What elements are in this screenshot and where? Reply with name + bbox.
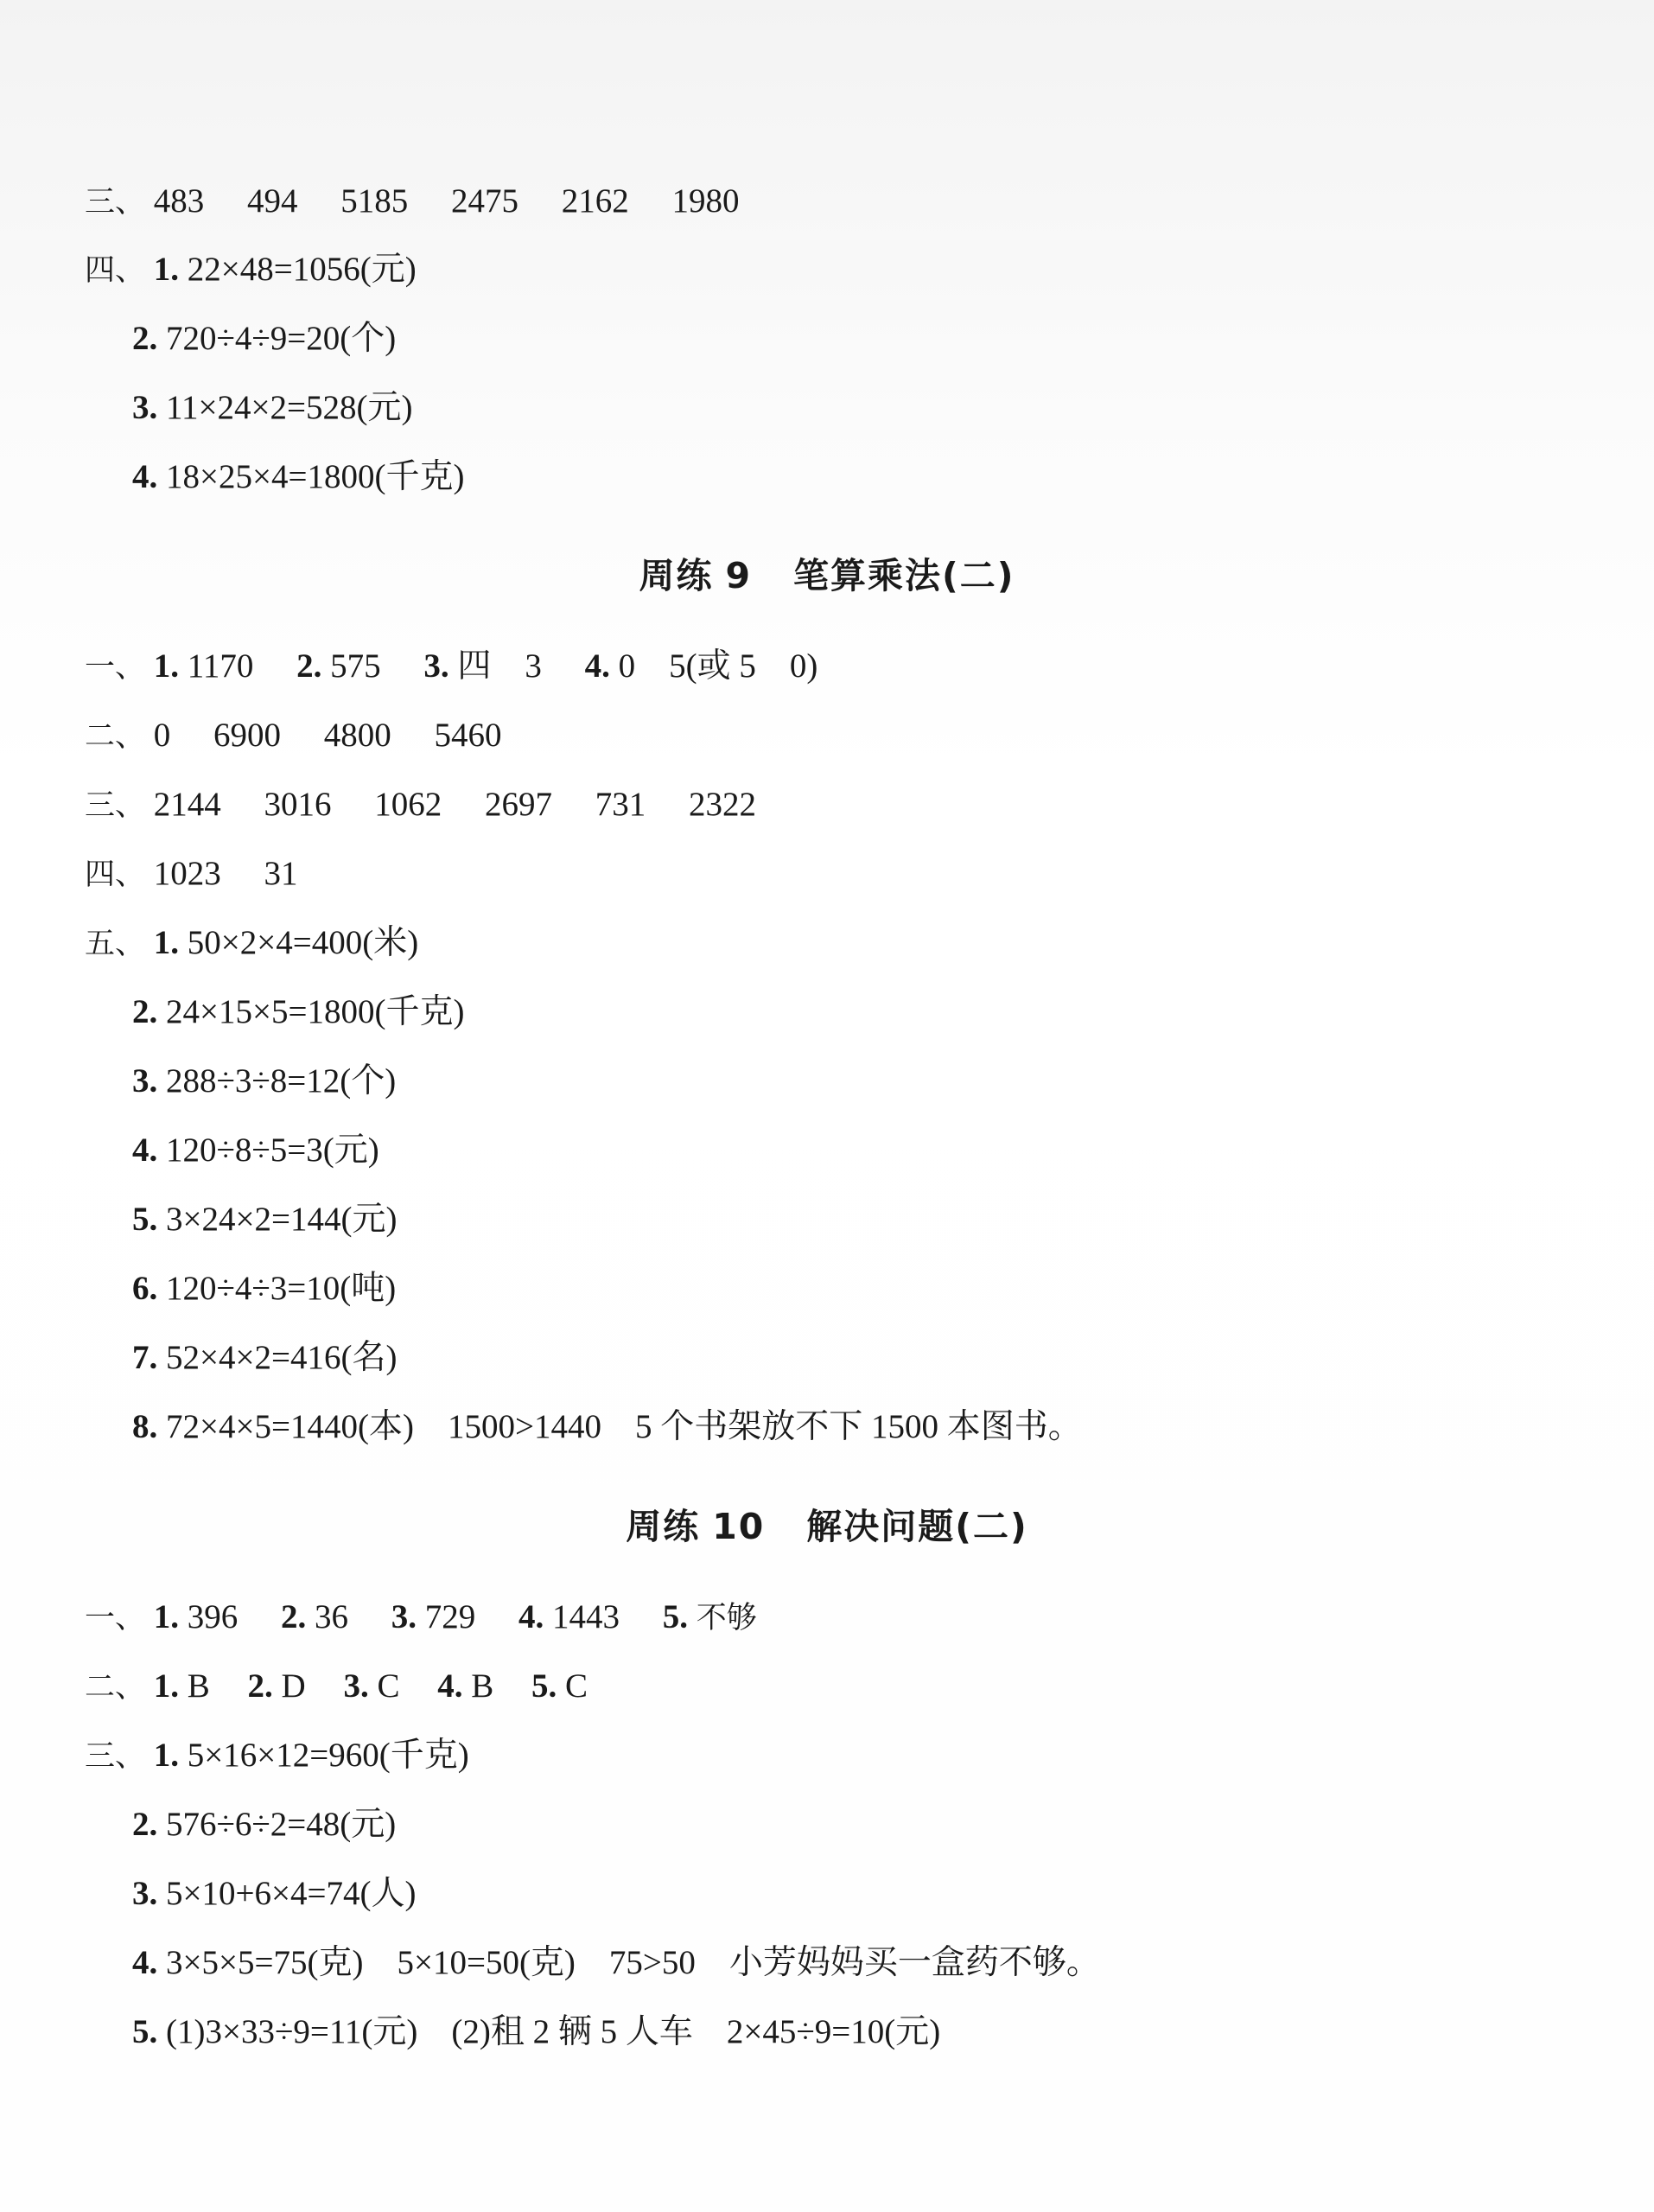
item-number: 5. [531, 1667, 557, 1705]
item-number: 5. [132, 1201, 158, 1238]
item-number: 3. [132, 1875, 158, 1912]
answer-value: 3016 [264, 786, 332, 823]
item-number: 2. [132, 320, 158, 357]
answer-value: 36 [315, 1598, 349, 1635]
section-label: 四、 [85, 857, 146, 892]
item-text: 576÷6÷2=48(元) [166, 1806, 397, 1843]
item-number: 4. [132, 1944, 158, 1981]
item-text: 5×16×12=960(千克) [187, 1737, 469, 1774]
item-number: 2. [132, 1806, 158, 1843]
answer-value: 1170 [187, 647, 254, 685]
item-text: 24×15×5=1800(千克) [166, 993, 465, 1030]
item-number: 4. [132, 458, 158, 495]
item-number: 4. [584, 647, 610, 685]
item-text: 5×10+6×4=74(人) [166, 1875, 417, 1912]
s9-q5-item [132, 1129, 379, 1172]
answer-value: 2697 [485, 786, 553, 823]
s10-q3-item [132, 2011, 940, 2054]
item-text: 720÷4÷9=20(个) [166, 320, 397, 357]
item-number: 3. [423, 647, 449, 685]
item-text: 18×25×4=1800(千克) [166, 458, 465, 495]
answer-value: C [377, 1667, 400, 1705]
item-number: 5. [662, 1598, 689, 1635]
title-prefix: 周练 [639, 555, 714, 596]
section-label: 三、 [85, 185, 146, 220]
answer-value: 729 [424, 1598, 476, 1635]
answer-value: 0 5(或 5 0) [618, 647, 818, 685]
item-number: 2. [132, 993, 158, 1030]
item-text: 3×24×2=144(元) [166, 1201, 398, 1238]
s9-q5-item [132, 1060, 396, 1103]
answer-value: 不够 [696, 1601, 757, 1635]
section-label: 二、 [85, 1670, 146, 1705]
item-number: 8. [132, 1408, 158, 1445]
s8-q3-answers [85, 180, 740, 224]
item-text: 50×2×4=400(米) [187, 924, 419, 961]
answer-value: 483 [153, 182, 205, 220]
s10-q2-answers [85, 1665, 588, 1709]
item-number: 1. [153, 251, 180, 288]
item-number: 2. [281, 1598, 307, 1635]
answer-value: 2322 [689, 786, 757, 823]
s9-q3-answers [85, 783, 756, 827]
title-number: 9 [725, 555, 753, 596]
item-number: 4. [437, 1667, 463, 1705]
answer-value: 四 3 [457, 647, 542, 685]
section-label: 二、 [85, 719, 146, 754]
s9-q5-item [132, 1336, 397, 1380]
answer-value: 2162 [561, 182, 629, 220]
answer-value: 1062 [374, 786, 442, 823]
answer-value: 5185 [340, 182, 409, 220]
s9-q1-answers [85, 645, 817, 689]
item-number: 3. [391, 1598, 417, 1635]
section-title-week-9 [0, 550, 1654, 602]
item-text: (1)3×33÷9=11(元) (2)租 2 辆 5 人车 2×45÷9=10(元) [166, 2013, 941, 2050]
s8-q4-item [85, 248, 417, 292]
item-text: 120÷8÷5=3(元) [166, 1131, 379, 1169]
title-topic: 解决问题(二) [806, 1506, 1028, 1547]
s10-q3-item [132, 1941, 1100, 1985]
item-number: 1. [153, 924, 180, 961]
item-text: 120÷4÷3=10(吨) [166, 1270, 397, 1307]
title-number: 10 [712, 1506, 766, 1547]
section-label: 一、 [85, 1601, 146, 1635]
s9-q2-answers [85, 714, 502, 758]
answer-value: 2144 [153, 786, 221, 823]
answer-value: 1023 [153, 855, 221, 892]
item-number: 1. [153, 647, 180, 685]
section-label: 五、 [85, 927, 146, 961]
s8-q4-item [132, 456, 464, 499]
item-number: 1. [153, 1598, 180, 1635]
answer-value: B [187, 1667, 210, 1705]
s10-q3-item [132, 1803, 396, 1846]
item-number: 4. [132, 1131, 158, 1169]
answer-value: 731 [595, 786, 646, 823]
answer-value: 1443 [552, 1598, 620, 1635]
item-number: 4. [518, 1598, 544, 1635]
item-number: 3. [343, 1667, 369, 1705]
item-number: 2. [296, 647, 322, 685]
s8-q4-item [132, 317, 396, 360]
answer-value: 6900 [213, 717, 282, 754]
section-label: 四、 [85, 253, 146, 288]
section-label: 三、 [85, 788, 146, 823]
s10-q1-answers [85, 1596, 757, 1640]
answer-value: B [471, 1667, 494, 1705]
s9-q5-item [132, 1267, 396, 1310]
answer-value: 0 [153, 717, 171, 754]
section-label: 三、 [85, 1739, 146, 1774]
item-text: 22×48=1056(元) [187, 251, 417, 288]
item-text: 72×4×5=1440(本) 1500>1440 5 个书架放不下 1500 本图书。 [166, 1408, 1082, 1445]
item-text: 11×24×2=528(元) [166, 389, 413, 426]
answer-value: D [281, 1667, 306, 1705]
answer-value: 5460 [434, 717, 502, 754]
item-number: 1. [153, 1737, 180, 1774]
section-label: 一、 [85, 650, 146, 685]
item-number: 3. [132, 1062, 158, 1100]
answer-value: C [564, 1667, 588, 1705]
item-number: 2. [247, 1667, 273, 1705]
answer-value: 2475 [451, 182, 519, 220]
s8-q4-item [132, 386, 413, 430]
s9-q5-item [85, 921, 418, 966]
s9-q5-item [132, 1406, 1082, 1449]
item-text: 52×4×2=416(名) [166, 1339, 398, 1376]
item-text: 3×5×5=75(克) 5×10=50(克) 75>50 小芳妈妈买一盒药不够。 [166, 1944, 1100, 1981]
answer-value: 1980 [671, 182, 740, 220]
s9-q5-item [132, 1198, 397, 1241]
item-number: 1. [153, 1667, 180, 1705]
answer-value: 4800 [323, 717, 391, 754]
s10-q3-item [132, 1872, 416, 1916]
title-prefix: 周练 [626, 1506, 701, 1547]
answer-value: 396 [187, 1598, 239, 1635]
s9-q5-item [132, 991, 464, 1034]
answer-value: 31 [264, 855, 298, 892]
section-title-week-10 [0, 1501, 1654, 1552]
s10-q3-item [85, 1734, 469, 1778]
s9-q4-answers [85, 852, 298, 896]
item-number: 5. [132, 2013, 158, 2050]
item-number: 6. [132, 1270, 158, 1307]
item-number: 7. [132, 1339, 158, 1376]
answer-value: 494 [247, 182, 298, 220]
item-text: 288÷3÷8=12(个) [166, 1062, 397, 1100]
item-number: 3. [132, 389, 158, 426]
title-topic: 笔算乘法(二) [793, 555, 1015, 596]
answer-value: 575 [330, 647, 381, 685]
